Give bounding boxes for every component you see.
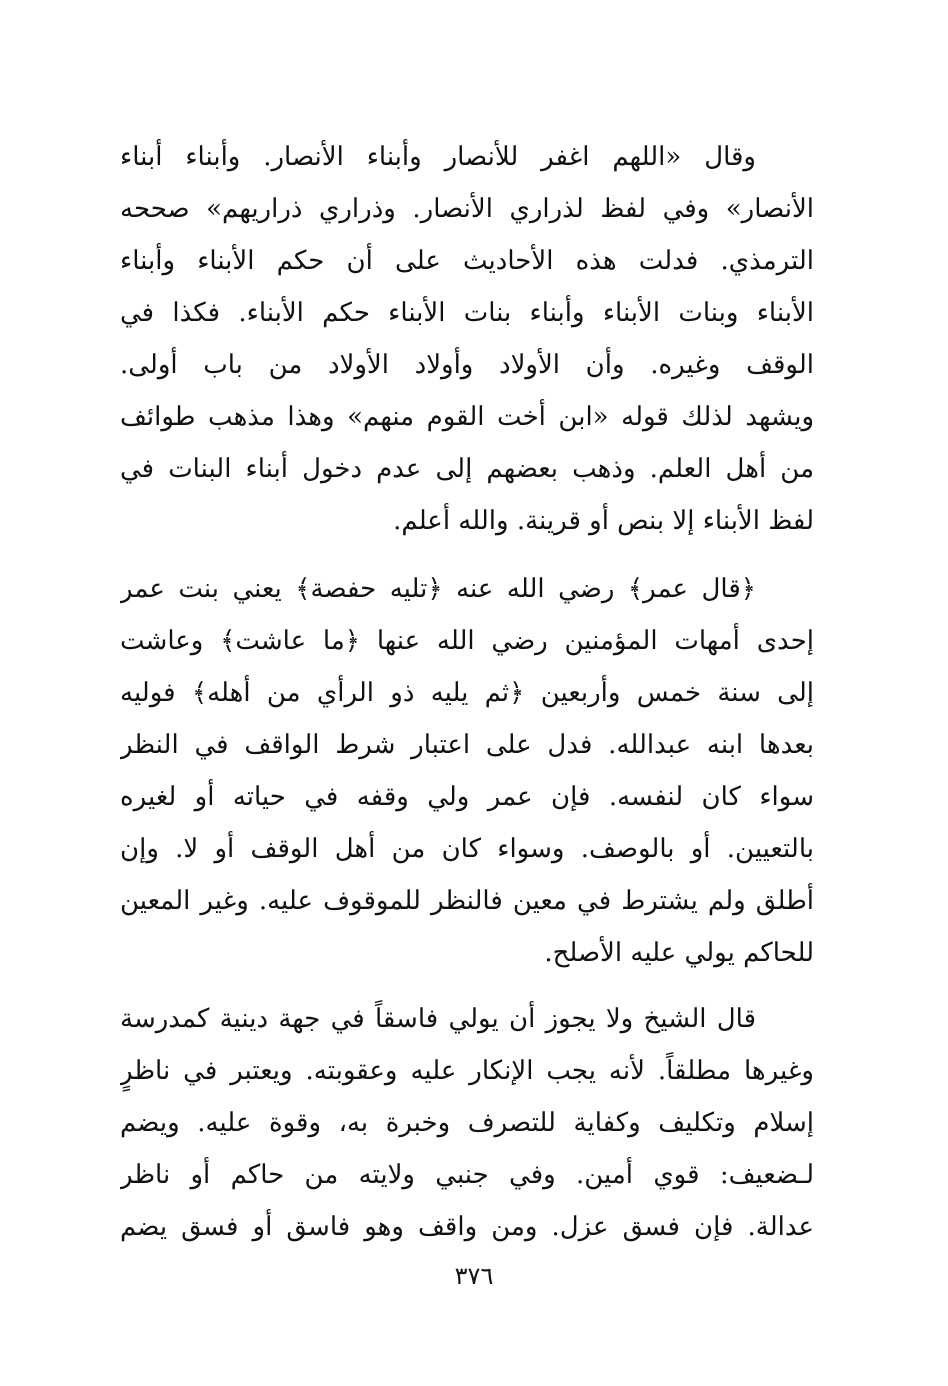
text-line: إسلام وتكليف وكفاية للتصرف وخبرة به، وقوة عليه. ويضم <box>120 1108 814 1138</box>
text-line: الأنصار» وفي لفظ لذراري الأنصار. وذراري ذراريهم» صححه <box>120 194 814 224</box>
text-line: عدالة. فإن فسق عزل. ومن واقف وهو فاسق أو فسق يضم <box>120 1212 814 1242</box>
text-line: قال الشيخ ولا يجوز أن يولي فاسقاً في جهة دينية كمدرسة <box>120 1004 756 1034</box>
text-line: ويشهد لذلك قوله «ابن أخت القوم منهم» وهذا مذهب طوائف <box>120 402 814 432</box>
text-line: أطلق ولم يشترط في معين فالنظر للموقوف عليه. وغير المعين <box>120 886 814 916</box>
page-number: ٣٧٦ <box>454 1262 494 1290</box>
text-line: لفظ الأبناء إلا بنص أو قرينة. والله أعلم. <box>393 506 814 536</box>
text-line: ﴿قال عمر﴾ رضي الله عنه ﴿تليه حفصة﴾ يعني بنت عمر <box>120 574 756 604</box>
text-line: إلى سنة خمس وأربعين ﴿ثم يليه ذو الرأي من أهله﴾ فوليه <box>120 678 814 708</box>
text-line: لـضعيف: قوي أمين. وفي جنبي ولايته من حاكم أو ناظر <box>120 1160 814 1190</box>
text-line: بعدها ابنه عبدالله. فدل على اعتبار شرط الواقف في النظر <box>120 730 814 760</box>
text-line: الأبناء وبنات الأبناء وأبناء بنات الأبناء حكم الأبناء. فكذا في <box>120 298 814 328</box>
text-line: سواء كان لنفسه. فإن عمر ولي وقفه في حياته أو لغيره <box>120 782 814 812</box>
paragraph-1 <box>120 131 814 547</box>
text-line: للحاكم يولي عليه الأصلح. <box>544 938 814 968</box>
text-line: الترمذي. فدلت هذه الأحاديث على أن حكم الأبناء وأبناء <box>120 246 814 276</box>
text-line: وغيرها مطلقاً. لأنه يجب الإنكار عليه وعقوبته. ويعتبر في ناظرٍ <box>120 1056 814 1086</box>
paragraph-3 <box>120 993 814 1253</box>
text-line: وقال «اللهم اغفر للأنصار وأبناء الأنصار. وأبناء أبناء <box>120 142 756 172</box>
text-line: الوقف وغيره. وأن الأولاد وأولاد الأولاد من باب أولى. <box>120 350 814 380</box>
text-line: بالتعيين. أو بالوصف. وسواء كان من أهل الوقف أو لا. وإن <box>120 834 814 864</box>
text-line: إحدى أمهات المؤمنين رضي الله عنها ﴿ما عاشت﴾ وعاشت <box>120 626 814 656</box>
text-line: من أهل العلم. وذهب بعضهم إلى عدم دخول أبناء البنات في <box>120 454 814 484</box>
paragraph-2 <box>120 563 814 979</box>
